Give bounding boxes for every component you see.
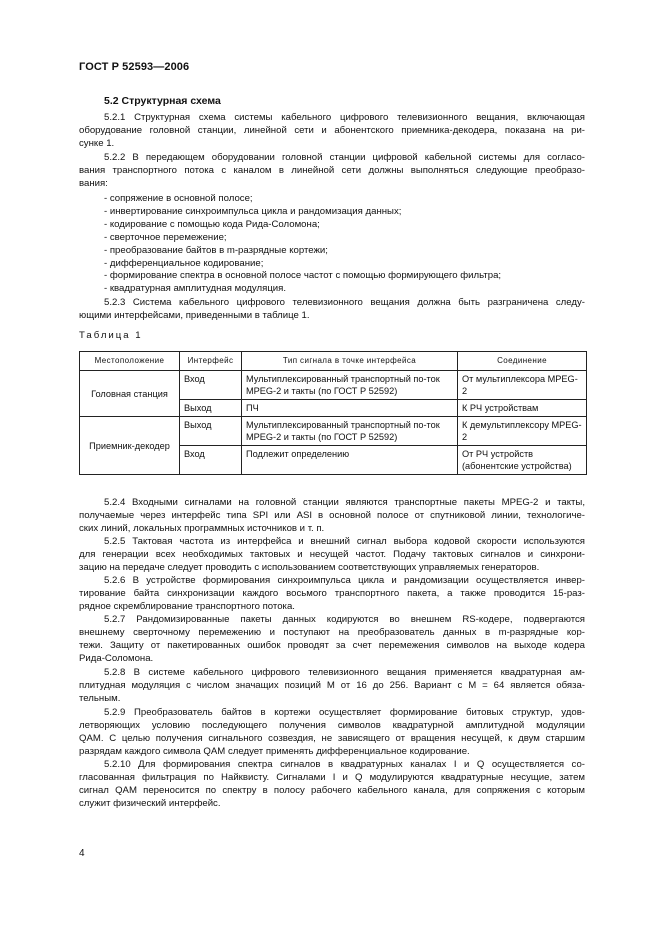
list-item: - дифференциальное кодирование; (104, 257, 264, 269)
list-item: - кодирование с помощью кода Рида-Соломона; (104, 218, 320, 230)
text-line: тирование байта синхронизации каждого восьмого транспортного пакета, а также проводится 15-раз- (79, 587, 585, 599)
connection-cell: От РЧ устройств (абонентские устройства) (458, 446, 587, 475)
paragraph-5-2-2 (79, 152, 585, 191)
text-line: Рида-Соломона. (79, 652, 154, 664)
text-line: служит физический интерфейс. (79, 797, 221, 809)
table-caption: Таблица 1 (79, 330, 143, 341)
column-header: Тип сигнала в точке интерфейса (242, 352, 458, 371)
interface-cell: Выход (180, 417, 242, 446)
text-line: 5.2.8 В системе кабельного цифрового телевизионного вещания применяется квадратурная ам- (104, 667, 585, 678)
text-line: 5.2.6 В устройстве формирования синхроимпульса цикла и рандомизации осуществляется инвер- (104, 575, 585, 586)
interface-cell: Вход (180, 446, 242, 475)
page-number: 4 (79, 848, 85, 859)
text-line: гласованная фильтрация по Найквисту. Сигналами I и Q модулируются квадратурные несущие, затем (79, 771, 585, 783)
text-line: 5.2.10 Для формирования спектра сигналов в квадратурных каналах I и Q осуществляется со- (104, 759, 585, 770)
text-line: вания транспортного потока с каналом в линейной сети должны выполняться следующие преобразо- (79, 164, 585, 176)
section-title: 5.2 Структурная схема (104, 95, 221, 107)
text-line: получаемые через интерфейс типа SPI или ASI в основной полосе от спутниковой линии, технологиче- (79, 509, 585, 521)
interfaces-table (79, 351, 587, 475)
list-item: - квадратурная амплитудная модуляция. (104, 283, 287, 295)
paragraph-5-2-6 (79, 575, 585, 614)
interface-cell: Выход (180, 400, 242, 417)
list-item: - сопряжение в основной полосе; (104, 193, 253, 204)
text-line: 5.2.4 Входными сигналами на головной станции являются транспортные пакеты MPEG-2 и такты, (104, 497, 585, 508)
text-line: ских линий, локальных программных источников и т. п. (79, 522, 325, 534)
column-header: Соединение (458, 352, 587, 371)
connection-cell: От мультиплексора MPEG-2 (458, 371, 587, 400)
paragraph-5-2-9 (79, 707, 585, 759)
signal-cell: ПЧ (242, 400, 458, 417)
text-line: 5.2.5 Тактовая частота из интерфейса и внешний сигнал выбора кодовой скорости используются (104, 536, 585, 547)
location-cell: Приемник-декодер (80, 417, 180, 475)
paragraph-5-2-8 (79, 667, 585, 706)
signal-cell: Мультиплексированный транспортный по-ток MPEG-2 и такты (по ГОСТ Р 52592) (242, 417, 458, 446)
connection-cell: К демультиплексору MPEG-2 (458, 417, 587, 446)
list-item: - сверточное перемежение; (104, 231, 227, 243)
text-line: 5.2.9 Преобразователь байтов в кортежи осуществляет формирование битовых структур, удов- (104, 707, 585, 718)
text-line: ющими интерфейсами, приведенными в таблице 1. (79, 309, 310, 321)
interface-cell: Вход (180, 371, 242, 400)
text-line: 5.2.7 Рандомизированные пакеты данных кодируются во внешнем RS-кодере, подвергаются (104, 614, 585, 625)
signal-cell: Подлежит определению (242, 446, 458, 475)
standard-header: ГОСТ Р 52593—2006 (79, 61, 190, 73)
paragraph-5-2-10 (79, 759, 585, 811)
list-item: - преобразование байтов в m-разрядные кортежи; (104, 244, 328, 256)
location-cell: Головная станция (80, 371, 180, 417)
text-line: сунке 1. (79, 137, 115, 149)
text-line: внешнему сверточному перемежению и поступают на преобразователь данных в m-разрядные кор- (79, 626, 585, 638)
text-line: 5.2.3 Система кабельного цифрового телевизионного вещания должна быть разграничена следу- (104, 297, 585, 308)
text-line: для генерации всех необходимых тактовых и несущей частот. Подачу тактовых сигналов и синхрони- (79, 548, 585, 560)
paragraph-5-2-1 (79, 112, 585, 151)
column-header: Местоположение (80, 352, 180, 371)
connection-cell: К РЧ устройствам (458, 400, 587, 417)
text-line: тельным. (79, 692, 121, 704)
text-line: QAM. С целью получения сигнального созвездия, не зависящего от вращения несущей, к двум старшим (79, 732, 585, 744)
paragraph-5-2-7 (79, 614, 585, 666)
text-line: оборудование головной станции, линейной сети и абонентского приемника-декодера, показана на ри- (79, 124, 585, 136)
text-line: зацию на передаче следует проводить с использованием соответствующих управляемых генераторов. (79, 561, 540, 573)
paragraph-5-2-4 (79, 497, 585, 536)
list-item: - инвертирование синхроимпульса цикла и рандомизация данных; (104, 205, 402, 217)
paragraph-5-2-3 (79, 297, 585, 323)
text-line: плитудная модуляция с числом значащих позиций M от 16 до 256. Вариант с M = 64 является обяза- (79, 679, 585, 691)
table-row (80, 371, 587, 400)
text-line: летворяющих условию последующего получения символов квадратурной амплитудной модуляции (79, 719, 585, 731)
text-line: тежи. Защиту от пакетированных ошибок проводят за счет перемежения символов на выходе кодера (79, 639, 585, 651)
text-line: 5.2.2 В передающем оборудовании головной станции цифровой кабельной системы для согласо- (104, 152, 585, 163)
signal-cell: Мультиплексированный транспортный по-ток MPEG-2 и такты (по ГОСТ Р 52592) (242, 371, 458, 400)
table-row (80, 417, 587, 446)
text-line: рядное скремблирование транспортного потока. (79, 600, 295, 612)
text-line: сигнал QAM переносится по спектру в полосу рабочего кабельного канала, для сопряжения с которым (79, 784, 585, 796)
text-line: разрядам каждого символа QAM следует применять дифференциальное кодирование. (79, 745, 470, 757)
text-line: вания: (79, 177, 108, 189)
transform-list (104, 193, 501, 296)
table-header-row (80, 352, 587, 371)
text-line: 5.2.1 Структурная схема системы кабельного цифрового телевизионного вещания, включающая (104, 112, 585, 123)
paragraph-5-2-5 (79, 536, 585, 575)
list-item: - формирование спектра в основной полосе частот с помощью формирующего фильтра; (104, 270, 502, 282)
column-header: Интерфейс (180, 352, 242, 371)
